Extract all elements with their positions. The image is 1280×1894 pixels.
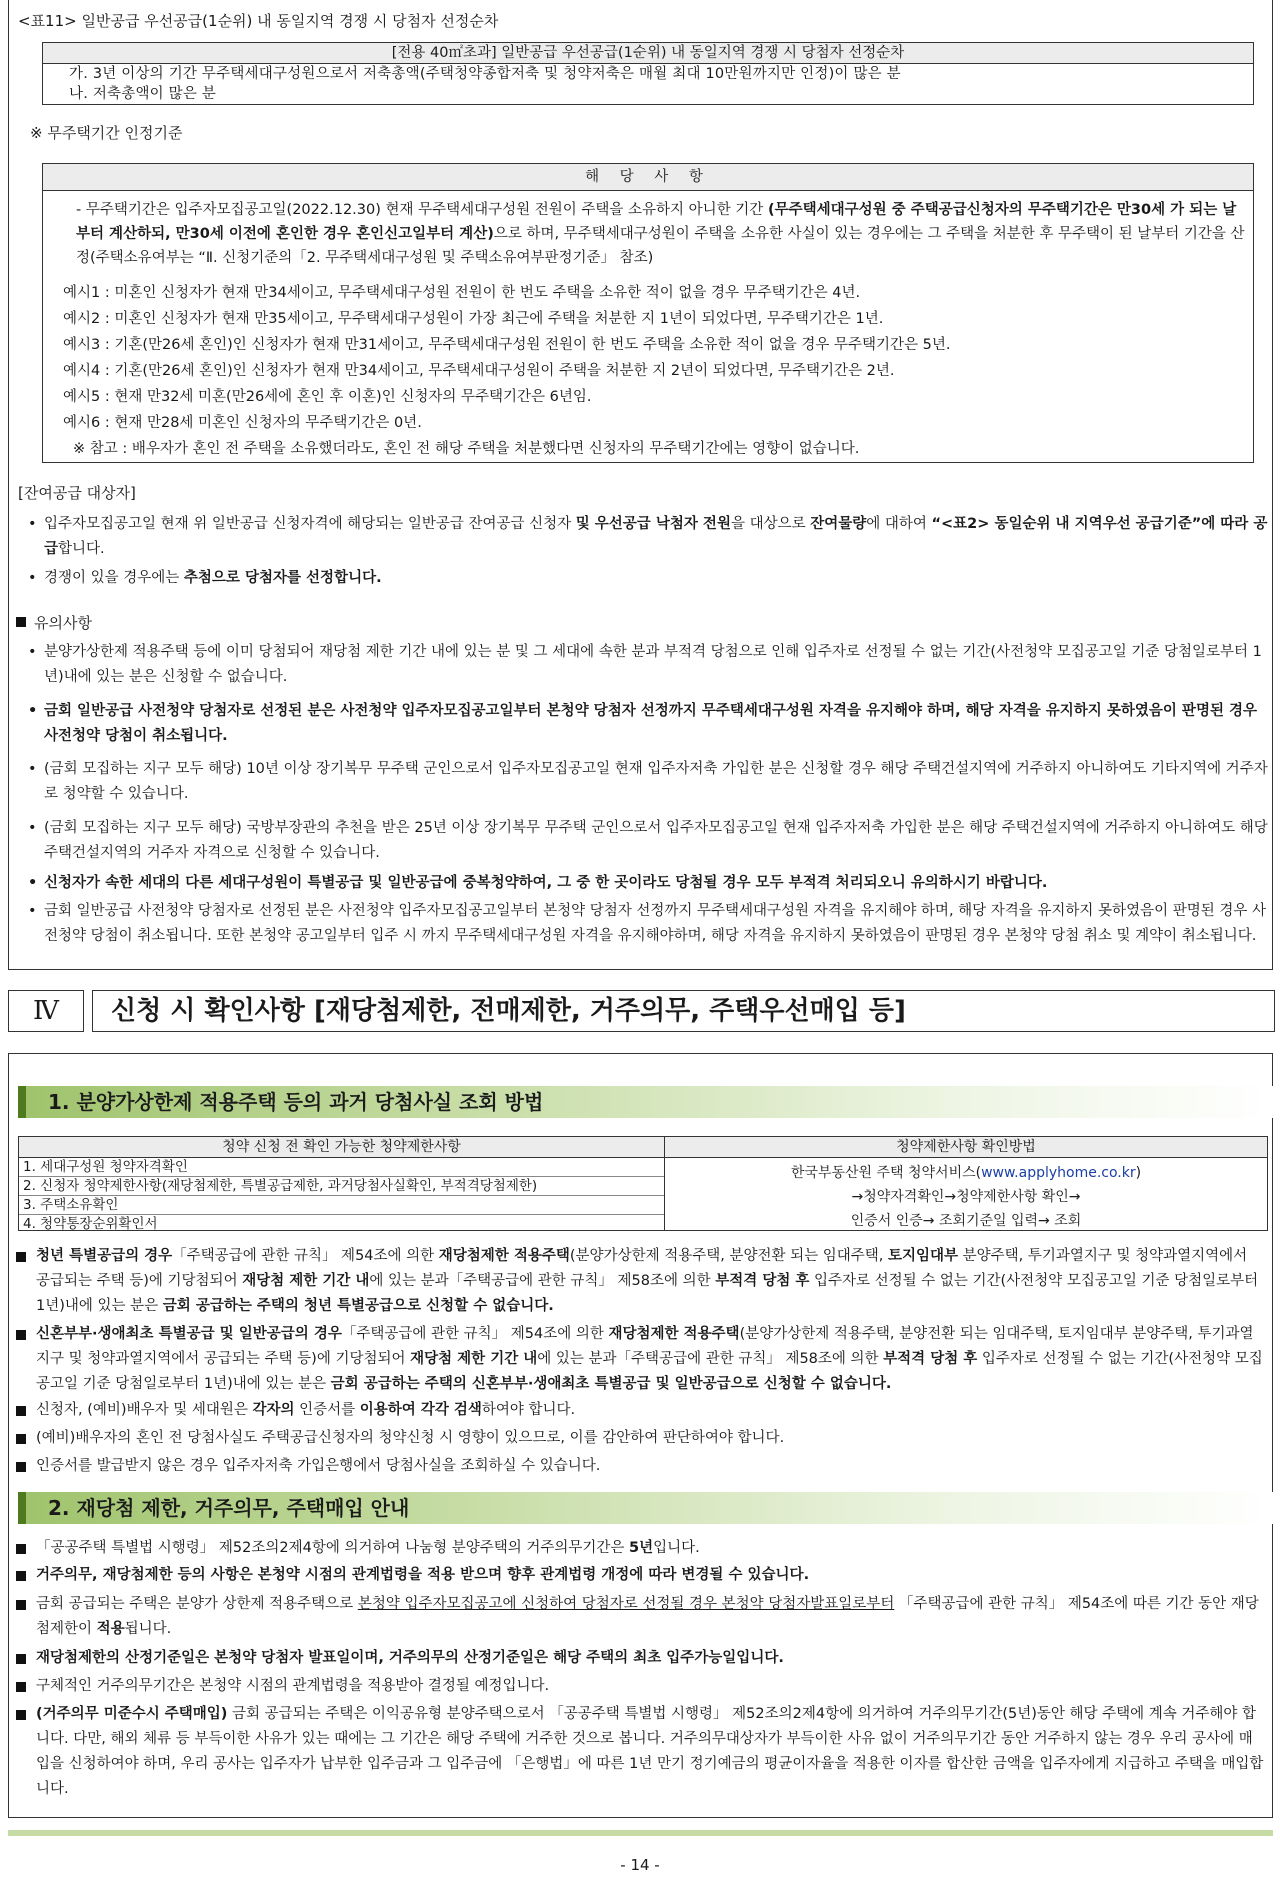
restriction-item: 1. 세대구성원 청약자격확인 [19,1158,664,1177]
note-text: 거주의무, 재당첨제한 등의 사항은 본청약 시점의 관계법령을 적용 받으며 향후 관계법령 개정에 따라 변경될 수 있습니다. [36,1567,810,1583]
example-item: 예시2 : 미혼인 신청자가 현재 만35세이고, 무주택세대구성원이 가장 최근에 주택을 처분한 지 1년이 되었다면, 무주택기간은 1년. [63,311,884,327]
caution-item [28,699,1268,749]
banner-accent [18,1492,26,1524]
check-method-header: 청약제한사항 확인방법 [665,1137,1267,1158]
subsection-2-banner [18,1492,1273,1524]
restriction-check-table [18,1136,1268,1231]
caution-text: (금회 모집하는 지구 모두 해당) 국방부장관의 추천을 받은 25년 이상 장기복무 무주택 군인으로서 입주자모집공고일 현재 입주자저축 가입한 분은 해당 주택건설지역에 거주하지 아니하여도 해당 주택건설지역의 거주자 자격으로 신청할 수 있습니다. [44,820,1268,861]
section-4-header [0,990,1280,1034]
banner-accent [18,1086,26,1118]
restriction-item: 2. 신청자 청약제한사항(재당첨제한, 특별공급제한, 과거당첨사실확인, 부적격당첨제한) [19,1177,664,1196]
method-line: 한국부동산원 주택 청약서비스( [790,1165,982,1181]
bold-text: 추첨으로 당첨자를 선정합니다. [183,570,382,586]
note-item [16,1398,1264,1423]
caution-text: 금회 일반공급 사전청약 당첨자로 선정된 분은 사전청약 입주자모집공고일부터 본청약 당첨자 선정까지 무주택세대구성원 자격을 유지해야 하며, 해당 자격을 유지하지 못하였음이 판명된 경우 사전청약 당첨이 취소됩니다. 또한 본청약 공고일부터 입주 시 까지 무주택세대구성원 자격을 유지해야하며, 해당 자격을 유지하지 못하였음이 판명된 경우 본청약 당첨 취소 및 계약이 취소됩니다. [44,903,1266,944]
bullet-icon: • [28,516,37,532]
bullet-icon: • [28,875,38,891]
restriction-item: 4. 청약통장순위확인서 [23,1216,158,1232]
example-item: 예시5 : 현재 만32세 미혼(만26세에 혼인 후 이혼)인 신청자의 무주택기간은 6년임. [63,389,592,405]
homeless-table-header: 해 당 사 항 [43,164,1253,191]
subsection-2-title: 2. 재당첨 제한, 거주의무, 주택매입 안내 [48,1496,410,1520]
note-item [16,1536,1264,1561]
note-text: 인증서를 발급받지 않은 경우 입주자저축 가입은행에서 당첨사실을 조회하실 수 있습니다. [36,1458,601,1474]
homeless-criteria-note: ※ 무주택기간 인정기준 [30,124,183,142]
square-bullet-icon [16,1406,26,1416]
applyhome-link[interactable]: www.applyhome.co.kr [981,1165,1136,1181]
check-method-text [665,1158,1267,1233]
example-item: 예시4 : 기혼(만26세 혼인)인 신청자가 현재 만34세이고, 무주택세대구성원이 주택을 처분한 지 2년이 되었다면, 무주택기간은 2년. [63,363,895,379]
definition-text: - 무주택기간은 입주자모집공고일(2022.12.30) 현재 무주택세대구성원 전원이 주택을 소유하지 아니한 기간 [76,202,768,218]
bullet-icon: • [28,644,37,660]
table11-caption: <표11> 일반공급 우선공급(1순위) 내 동일지역 경쟁 시 당첨자 선정순차 [18,12,499,30]
note-item [16,1322,1264,1397]
square-bullet-icon [16,617,26,627]
square-bullet-icon [16,1654,26,1664]
text: 경쟁이 있을 경우에는 [44,570,184,586]
note-item [16,1592,1264,1642]
bullet-icon: • [28,820,37,836]
square-bullet-icon [16,1252,26,1262]
note-text: 「공공주택 특별법 시행령」 제52조의2제4항에 의거하여 나눔형 분양주택의 거주의무기간은 5년입니다. [36,1540,700,1556]
homeless-criteria-table [42,163,1254,463]
note-text: 신혼부부·생애최초 특별공급 및 일반공급의 경우「주택공급에 관한 규칙」 제54조에 의한 재당첨제한 적용주택(분양가상한제 적용주택, 분양전환 되는 임대주택, 토지임대부 분양주택, 투기과열지구 및 청약과열지역에서 공급되는 주택 등)에 기당첨되어 재당첨 제한 기간 내에 있는 분과「주택공급에 관한 규칙」 제58조에 의한 부적격 당첨 후 입주자로 선정될 수 없는 기간(사전청약 모집공고일 기준 당첨일로부터 1년)내에 있는 분은 금회 공급하는 주택의 신혼부부·생애최초 특별공급 및 일반공급으로 신청할 수 없습니다. [36,1326,1263,1392]
square-bullet-icon [16,1544,26,1554]
text: 입주자모집공고일 현재 위 일반공급 신청자격에 해당되는 일반공급 잔여공급 신청자 [44,516,576,532]
square-bullet-icon [16,1330,26,1340]
residual-supply-title: [잔여공급 대상자] [18,484,136,502]
bullet-icon: • [28,761,37,777]
note-text: (예비)배우자의 혼인 전 당첨사실도 주택공급신청자의 청약신청 시 영향이 있으므로, 이를 감안하여 판단하여야 합니다. [36,1430,785,1446]
square-bullet-icon [16,1600,26,1610]
caution-item [28,871,1268,896]
bullet-icon: • [28,570,37,586]
caution-text: (금회 모집하는 지구 모두 해당) 10년 이상 장기복무 무주택 군인으로서 입주자모집공고일 현재 입주자저축 가입한 분은 신청할 경우 해당 주택건설지역에 거주하지 아니하여도 기타지역에 거주자로 청약할 수 있습니다. [44,761,1268,802]
table11-header: [전용 40㎡초과] 일반공급 우선공급(1순위) 내 동일지역 경쟁 시 당첨자 선정순차 [43,43,1253,64]
table11-row: 나. 저축총액이 많은 분 [69,86,217,102]
example-item: 예시3 : 기혼(만26세 혼인)인 신청자가 현재 만31세이고, 무주택세대구성원 전원이 한 번도 주택을 소유한 적이 없을 경우 무주택기간은 5년. [63,337,951,353]
note-item [16,1702,1264,1802]
restriction-item: 3. 주택소유확인 [19,1196,664,1215]
method-line: ) [1135,1165,1142,1181]
example-item: 예시1 : 미혼인 신청자가 현재 만34세이고, 무주택세대구성원 전원이 한 번도 주택을 소유한 적이 없을 경우 무주택기간은 4년. [63,285,861,301]
text: 합니다. [58,541,105,557]
residual-bullet [28,512,1268,562]
restriction-items-column [19,1137,665,1230]
section-number: Ⅳ [8,990,84,1032]
restriction-items-header: 청약 신청 전 확인 가능한 청약제한사항 [19,1137,664,1158]
bold-text: 및 우선공급 낙첨자 전원 [575,516,731,532]
footer-rule [8,1830,1273,1836]
check-method-column [665,1137,1267,1230]
note-item [16,1244,1264,1319]
text: 을 대상으로 [730,516,811,532]
caution-heading [16,612,92,633]
note-text: 재당첨제한의 산정기준일은 본청약 당첨자 발표일이며, 거주의무의 산정기준일은 해당 주택의 최초 입주가능일입니다. [36,1650,784,1666]
caution-title: 유의사항 [34,614,92,632]
square-bullet-icon [16,1434,26,1444]
bullet-icon: • [28,903,37,919]
square-bullet-icon [16,1571,26,1581]
note-text: 구체적인 거주의무기간은 본청약 시점의 관계법령을 적용받아 결정될 예정입니다. [36,1678,550,1694]
reference-note: ※ 참고 : 배우자가 혼인 전 주택을 소유했더라도, 혼인 전 해당 주택을 처분했다면 신청자의 무주택기간에는 영향이 없습니다. [73,441,860,457]
square-bullet-icon [16,1682,26,1692]
caution-item [28,816,1268,866]
method-line: →청약자격확인→청약제한사항 확인→ [851,1189,1081,1205]
example-item: 예시6 : 현재 만28세 미혼인 신청자의 무주택기간은 0년. [63,415,422,431]
caution-text: 금회 일반공급 사전청약 당첨자로 선정된 분은 사전청약 입주자모집공고일부터 본청약 당첨자 선정까지 무주택세대구성원 자격을 유지해야 하며, 해당 자격을 유지하지 못하였음이 판명된 경우 사전청약 당첨이 취소됩니다. [44,703,1258,744]
note-item [16,1454,1264,1479]
subsection-1-title: 1. 분양가상한제 적용주택 등의 과거 당첨사실 조회 방법 [48,1090,544,1114]
text: 에 대하여 [866,516,932,532]
note-item [16,1563,1264,1588]
bold-text: “<표2> 동일순위 내 지역우선 공급기준”에 따라 공급 [44,516,1268,557]
note-item [16,1426,1264,1451]
table11-row: 가. 3년 이상의 기간 무주택세대구성원으로서 저축총액(주택청약종합저축 및 청약저축은 매월 최대 10만원까지만 인정)이 많은 분 [69,66,901,82]
subsection-1-banner [18,1086,1273,1118]
caution-item [28,757,1268,807]
note-item [16,1646,1264,1671]
caution-text: 신청자가 속한 세대의 다른 세대구성원이 특별공급 및 일반공급에 중복청약하여, 그 중 한 곳이라도 당첨될 경우 모두 부적격 처리되오니 유의하시기 바랍니다. [44,875,1048,891]
definition-text: 으로 하며, 무주택세대구성원이 주택을 소유한 사실이 있는 경우에는 그 주택을 처분한 후 무주택이 된 날부터 기간을 산정(주택소유여부는 “Ⅱ. 신청기준의「2. 무주택세대구성원 및 주택소유여부판정기준」 참조) [76,226,1245,266]
page-number: - 14 - [620,1856,660,1874]
caution-item [28,899,1268,949]
bullet-icon: • [28,703,38,719]
homeless-definition [76,198,1246,270]
bold-text: 잔여물량 [810,516,867,532]
note-text: 신청자, (예비)배우자 및 세대원은 각자의 인증서를 이용하여 각각 검색하여야 합니다. [36,1402,576,1418]
definition-bold-text: (무주택세대구성원 중 주택공급신청자의 무주택기간은 만30세 가 되는 날부터 계산하되, 만30세 이전에 혼인한 경우 혼인신고일부터 계산) [76,202,1237,242]
residual-bullet [28,566,1268,591]
square-bullet-icon [16,1462,26,1472]
caution-text: 분양가상한제 적용주택 등에 이미 당첨되어 재당첨 제한 기간 내에 있는 분 및 그 세대에 속한 분과 부적격 당첨으로 인해 입주자로 선정될 수 없는 기간(사전청약 모집공고일 기준 당첨일로부터 1년)내에 있는 분은 신청할 수 없습니다. [44,644,1262,685]
note-text: (거주의무 미준수시 주택매입) 금회 공급되는 주택은 이익공유형 분양주택으로서 「공공주택 특별법 시행령」 제52조의2제4항에 의거하여 거주의무기간(5년)동안 해당 주택에 계속 거주해야 합니다. 다만, 해외 체류 등 부득이한 사유가 있는 때에는 그 기간은 해당 주택에 거주한 것으로 봅니다. 거주의무대상자가 부득이한 사유 없이 거주의무기간 동안 거주하지 않는 경우 우리 공사에 매입을 신청하여야 하며, 우리 공사는 입주자가 납부한 입주금과 그 입주금에 「은행법」에 따른 1년 만기 정기예금의 평균이자율을 적용한 이자를 합산한 금액을 입주자에게 지급하고 주택을 매입합니다. [36,1706,1264,1797]
caution-item [28,640,1268,690]
note-text: 금회 공급되는 주택은 분양가 상한제 적용주택으로 본청약 입주자모집공고에 신청하여 당첨자로 선정될 경우 본청약 당첨자발표일로부터 「주택공급에 관한 규칙」 제54조에 따른 기간 동안 재당첨제한이 적용됩니다. [36,1596,1259,1637]
method-line: 인증서 인증→ 조회기준일 입력→ 조회 [850,1213,1082,1229]
note-item [16,1674,1264,1699]
note-text: 청년 특별공급의 경우「주택공급에 관한 규칙」 제54조에 의한 재당첨제한 적용주택(분양가상한제 적용주택, 분양전환 되는 임대주택, 토지임대부 분양주택, 투기과열지구 및 청약과열지역에서 공급되는 주택 등)에 기당첨되어 재당첨 제한 기간 내에 있는 분과「주택공급에 관한 규칙」 제58조에 의한 부적격 당첨 후 입주자로 선정될 수 없는 기간(사전청약 모집공고일 기준 당첨일로부터 1년)내에 있는 분은 금회 공급하는 주택의 청년 특별공급으로 신청할 수 없습니다. [36,1248,1259,1314]
section-title: 신청 시 확인사항 [재당첨제한, 전매제한, 거주의무, 주택우선매입 등] [92,990,1275,1032]
table11 [42,42,1254,105]
square-bullet-icon [16,1710,26,1720]
